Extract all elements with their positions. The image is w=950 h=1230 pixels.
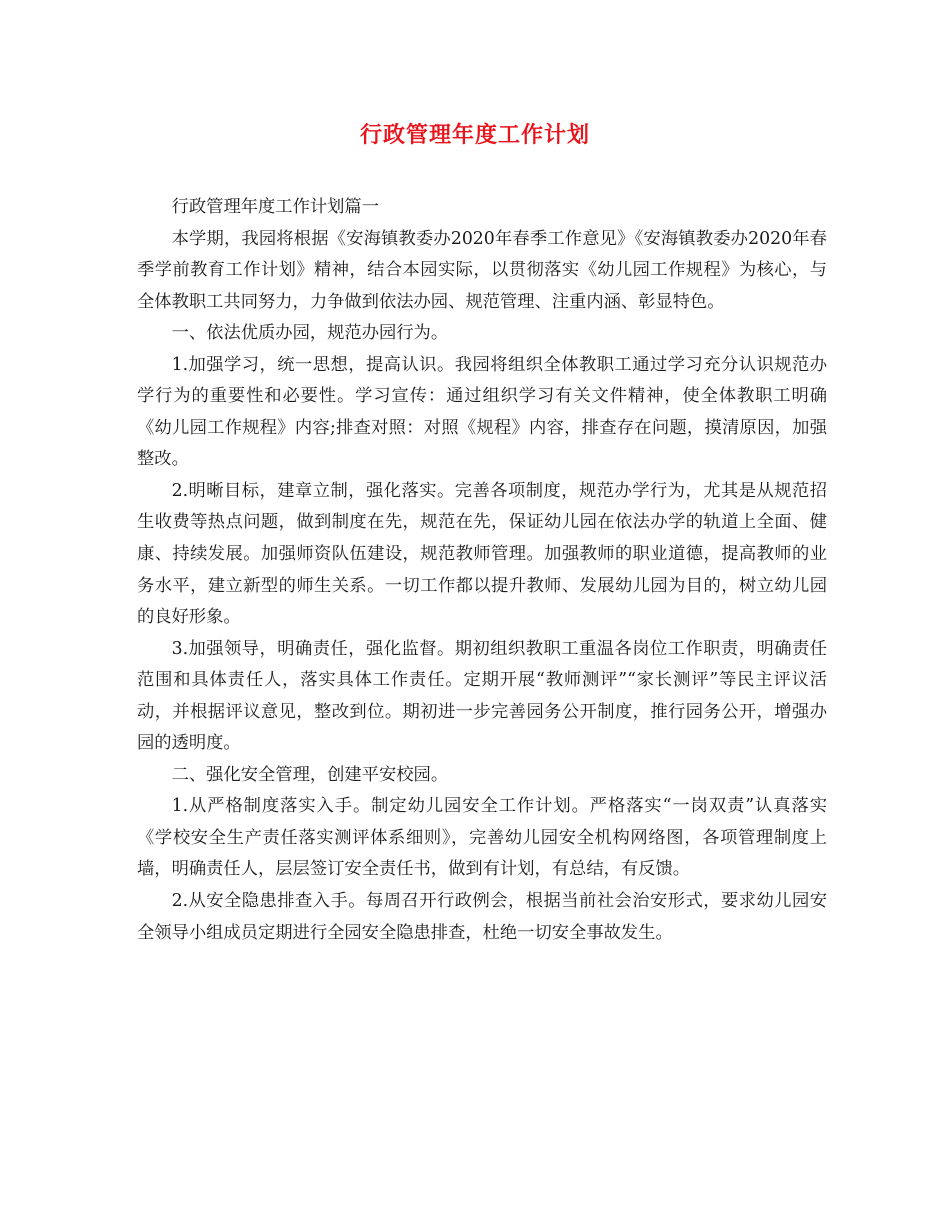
document-title: 行政管理年度工作计划	[359, 122, 590, 148]
paragraph: 本学期，我园将根据《安海镇教委办2020年春季工作意见》《安海镇教委办2020年春季学前教育工作计划》精神，结合本园实际，以贯彻落实《幼儿园工作规程》为核心，与全体教职工共同努力，力争做到依法办园、规范管理、注重内涵、彰显特色。	[137, 228, 827, 312]
section-heading: 二、强化安全管理，创建平安校园。	[171, 764, 449, 785]
paragraph: 3.加强领导，明确责任，强化监督。期初组织教职工重温各岗位工作职责，明确责任范围和具体责任人，落实具体工作责任。定期开展“教师测评”“家长测评”等民主评议活动，并根据评议意见，整改到位。期初进一步完善园务公开制度，推行园务公开，增强办园的透明度。	[137, 638, 827, 754]
paragraph: 1.加强学习，统一思想，提高认识。我园将组织全体教职工通过学习充分认识规范办学行为的重要性和必要性。学习宣传：通过组织学习有关文件精神，使全体教职工明确《幼儿园工作规程》内容;排查对照：对照《规程》内容，排查存在问题，摸清原因，加强整改。	[137, 354, 827, 470]
paragraph: 2.明晰目标，建章立制，强化落实。完善各项制度，规范办学行为，尤其是从规范招生收费等热点问题，做到制度在先，规范在先，保证幼儿园在依法办学的轨道上全面、健康、持续发展。加强师资队伍建设，规范教师管理。加强教师的职业道德，提高教师的业务水平，建立新型的师生关系。一切工作都以提升教师、发展幼儿园为目的，树立幼儿园的良好形象。	[137, 480, 827, 628]
section-heading: 行政管理年度工作计划篇一	[171, 197, 379, 217]
document-body	[137, 192, 827, 949]
paragraph: 1.从严格制度落实入手。制定幼儿园安全工作计划。严格落实“一岗双责”认真落实《学校安全生产责任落实测评体系细则》，完善幼儿园安全机构网络图，各项管理制度上墙，明确责任人，层层签订安全责任书，做到有计划，有总结，有反馈。	[137, 796, 827, 880]
section-heading: 一、依法优质办园，规范办园行为。	[171, 323, 449, 344]
paragraph: 2.从安全隐患排查入手。每周召开行政例会，根据当前社会治安形式，要求幼儿园安全领导小组成员定期进行全园安全隐患排查，杜绝一切安全事故发生。	[137, 891, 827, 943]
